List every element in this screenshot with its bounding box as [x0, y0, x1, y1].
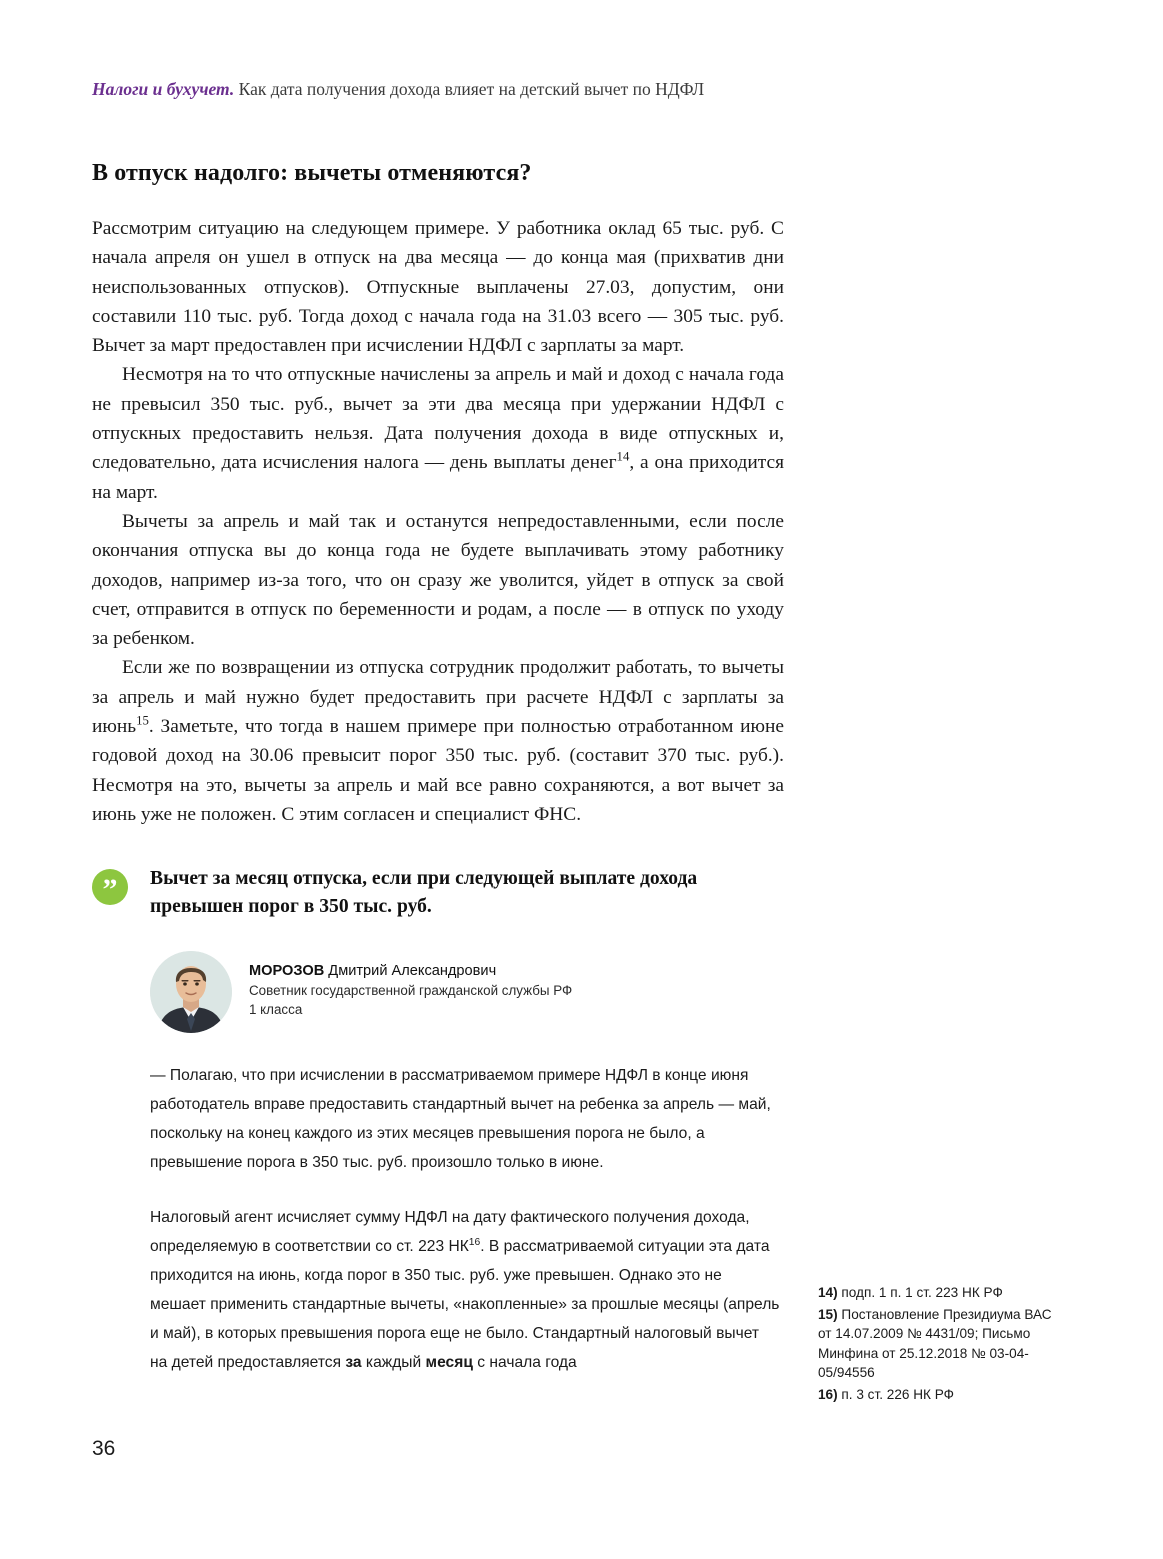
expert-comment-emph-1: за: [345, 1354, 362, 1372]
running-head-section: Налоги и бухучет.: [92, 79, 235, 99]
footnote-16: [818, 1385, 1064, 1405]
footnote-14-text: подп. 1 п. 1 ст. 223 НК РФ: [837, 1285, 1003, 1300]
expert-comment: [92, 1061, 780, 1377]
footnote-14: [818, 1283, 1064, 1303]
expert-name-rest: Дмитрий Александрович: [324, 963, 497, 980]
running-head-title: Как дата получения дохода влияет на детский вычет по НДФЛ: [238, 79, 705, 99]
paragraph-3: Вычеты за апрель и май так и останутся непредоставленными, если после окончания отпуска вы до конца года не будете выплачивать этому работнику доходов, например из-за того, что он сразу же уволится, уйдет в отпуск за свой счет, отправится в отпуск по беременности и родам, а после — в отпуск по уходу за ребенком.: [92, 510, 784, 650]
quote-mark-glyph: ”: [102, 873, 118, 907]
expert-comment-paragraph-2: [150, 1203, 780, 1377]
running-head: [92, 78, 1082, 100]
expert-quote-title: Вычет за месяц отпуска, если при следующей выплате дохода превышен порог в 350 тыс. руб.: [150, 868, 698, 918]
paragraph-4-tail: . Заметьте, что тогда в нашем примере при полностью отработанном июне годовой доход на 30.06 превысит порог 350 тыс. руб. (составит 370 тыс. руб.). Несмотря на это, вычеты за апрель и май все равно сохраняются, а вот вычет за июнь уже не положен. С этим согласен и специалист ФНС.: [92, 716, 784, 825]
paragraph-1: Рассмотрим ситуацию на следующем примере. У работника оклад 65 тыс. руб. С начала апреля он ушел в отпуск на два месяца — до конца мая (прихватив дни неиспользованных отпусков). Отпускные выплачены 27.03, допустим, они составили 110 тыс. руб. Тогда доход с начала года на 31.03 всего — 305 тыс. руб. Вычет за март предоставлен при исчислении НДФЛ с зарплаты за март.: [92, 218, 784, 357]
footnote-16-number: 16): [818, 1386, 838, 1402]
footnote-16-text: п. 3 ст. 226 НК РФ: [837, 1386, 954, 1402]
page-number: 36: [92, 1437, 116, 1460]
paragraph-4: [92, 653, 784, 829]
footnote-ref-15: 15: [136, 713, 149, 728]
paragraph-2-tail: , а она приходится на март.: [92, 452, 784, 503]
footnotes-column: [818, 1283, 1064, 1406]
footnote-14-number: 14): [818, 1285, 838, 1300]
avatar: [150, 951, 232, 1033]
expert-role-line-1: Советник государственной гражданской службы РФ: [249, 983, 573, 999]
main-column: [92, 158, 784, 1377]
paragraph-2-text: Несмотря на то что отпускные начислены за апрель и май и доход с начала года не превысил 350 тыс. руб., вычет за эти два месяца при удержании НДФЛ с отпускных предоставить нельзя. Дата получения дохода в виде отпускных и, следовательно, дата исчисления налога — день выплаты денег: [92, 364, 784, 474]
paragraph-4-text: Если же по возвращении из отпуска сотрудник продолжит работать, то вычеты за апрель и май нужно будет предоставить при расчете НДФЛ с зарплаты за июнь: [92, 657, 784, 738]
expert-name-last: МОРОЗОВ: [249, 963, 325, 980]
expert-comment-paragraph-1: — Полагаю, что при исчислении в рассматриваемом примере НДФЛ в конце июня работодатель вправе предоставить стандартный вычет на ребенка за апрель — май, поскольку на конец каждого из этих месяцев превышения порога не было, а превышение порога в 350 тыс. руб. произошло только в июне.: [150, 1067, 771, 1172]
footnote-15-number: 15): [818, 1306, 838, 1322]
expert-quote-block: [92, 865, 784, 921]
expert-comment-p2-c: каждый: [361, 1354, 426, 1372]
footnote-15-text: Постановление Президиума ВАС от 14.07.2009 № 4431/09; Письмо Минфина от 25.12.2018 № 03-04-05/94556: [818, 1306, 1052, 1380]
quote-mark-icon: [92, 869, 128, 905]
footnote-ref-14: 14: [616, 449, 630, 464]
expert-card: [92, 951, 784, 1033]
expert-name: [249, 961, 572, 981]
expert-role-line-2: 1 класса: [249, 1002, 303, 1018]
expert-comment-emph-2: месяц: [425, 1354, 473, 1372]
expert-meta: [249, 951, 572, 1019]
expert-comment-p2-a: Налоговый агент исчисляет сумму НДФЛ на дату фактического получения дохода, определяемую в соответствии со ст. 223 НК: [150, 1209, 750, 1256]
expert-comment-p2-d: с начала года: [472, 1354, 577, 1372]
paragraph-2: [92, 360, 784, 506]
expert-comment-p2-b: . В рассматриваемой ситуации эта дата приходится на июнь, когда порог в 350 тыс. руб. уже превышен. Однако это не мешает применить стандартные вычеты, «накопленные» за прошлые месяцы (апрель и май), в которых превышения порога еще не было. Стандартный налоговый вычет на детей предоставляется: [150, 1238, 780, 1372]
page-title: В отпуск надолго: вычеты отменяются?: [92, 160, 532, 186]
footnote-ref-16: 16: [468, 1237, 481, 1249]
footnote-15: [818, 1305, 1064, 1383]
